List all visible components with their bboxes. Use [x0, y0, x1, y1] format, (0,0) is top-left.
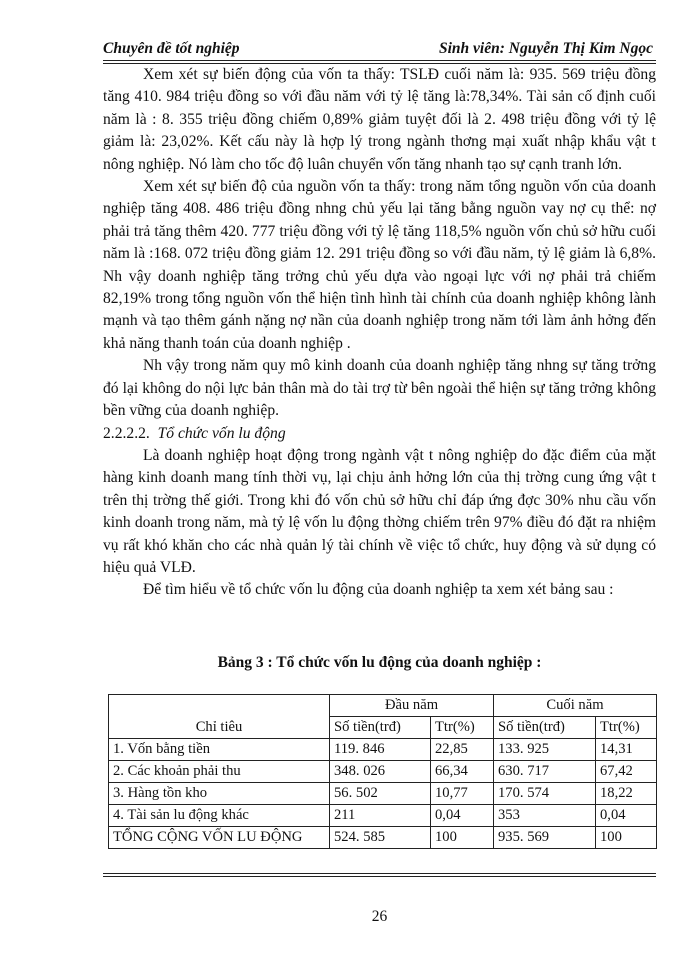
- table-total-row: [109, 827, 657, 849]
- table-header-row-1: [109, 695, 657, 717]
- row-name: 2. Các khoản phải thu: [109, 761, 330, 783]
- col-header-item: Chỉ tiêu: [109, 695, 330, 739]
- row-end-ratio: 14,31: [596, 739, 657, 761]
- col-header-start-ratio: Ttr(%): [431, 717, 494, 739]
- section-number: 2.2.2.2.: [103, 424, 150, 442]
- header-student-name: Sinh viên: Nguyễn Thị Kim Ngọc: [438, 40, 653, 57]
- table-row: [109, 739, 657, 761]
- row-name: 4. Tài sản lu động khác: [109, 805, 330, 827]
- table-row: [109, 783, 657, 805]
- row-start-amount: 348. 026: [330, 761, 431, 783]
- total-row-name: TỔNG CỘNG VỐN LU ĐỘNG: [109, 827, 330, 849]
- row-name: 3. Hàng tồn kho: [109, 783, 330, 805]
- row-start-ratio: 66,34: [431, 761, 494, 783]
- paragraph-asset-change: Xem xét sự biến động của vốn ta thấy: TSLĐ cuối năm là: 935. 569 triệu đồng tăng 410. 984 triệu đồng so với đầu năm với tỷ lệ tăng là:78,34%. Tài sản cố định cuối năm là : 8. 355 triệu đồng chiếm 0,89% giảm tuyệt đối là 2. 498 triệu đồng với tỷ lệ giảm là: 23,02%. Kết cấu này là hợp lý trong ngành thơng mại xuất nhập khẩu vật t nông nghiệp. Nó làm cho tốc độ luân chuyển vốn tăng nhanh tạo sự cạnh tranh lớn.: [103, 66, 656, 173]
- section-title: Tổ chức vốn lu động: [157, 424, 286, 442]
- body-text: [103, 64, 656, 602]
- section-heading: [103, 423, 656, 445]
- table-row: [109, 805, 657, 827]
- footer-rule-top: [103, 873, 656, 874]
- paragraph-table-intro: Để tìm hiểu về tổ chức vốn lu động của doanh nghiệp ta xem xét bảng sau :: [143, 581, 614, 599]
- col-header-start-amount: Số tiền(trđ): [330, 717, 431, 739]
- col-header-end-amount: Số tiền(trđ): [494, 717, 596, 739]
- row-start-amount: 56. 502: [330, 783, 431, 805]
- col-group-end-of-year: Cuối năm: [494, 695, 657, 717]
- paragraph-working-capital: Là doanh nghiệp hoạt động trong ngành vật t nông nghiệp do đặc điểm của mặt hàng kinh doanh mang tính thời vụ, lại chịu ảnh hởng lớn của thị trờng cung ứng vật t trên thị trờng thế giới. Trong khi đó vốn chủ sở hữu chỉ đáp ứng đợc 30% nhu cầu vốn kinh doanh trong năm, mà tỷ lệ vốn lu động thờng chiếm trên 97% điều đó đặt ra nhiệm vụ rất khó khăn cho các nhà quản lý tài chính về việc tổ chức, huy động và sử dụng có hiệu quả VLĐ.: [103, 446, 656, 576]
- row-end-amount: 170. 574: [494, 783, 596, 805]
- total-end-ratio: 100: [596, 827, 657, 849]
- row-end-ratio: 67,42: [596, 761, 657, 783]
- row-start-amount: 211: [330, 805, 431, 827]
- row-start-amount: 119. 846: [330, 739, 431, 761]
- total-start-amount: 524. 585: [330, 827, 431, 849]
- row-name: 1. Vốn bằng tiền: [109, 739, 330, 761]
- working-capital-table: [108, 694, 657, 849]
- row-end-amount: 353: [494, 805, 596, 827]
- paragraph-growth-conclusion: Nh vậy trong năm quy mô kinh doanh của doanh nghiệp tăng nhng sự tăng trởng đó lại không do nội lực bản thân mà do tài trợ từ bên ngoài thể hiện sự tăng trởng không bền vững của doanh nghiệp.: [103, 357, 656, 420]
- total-start-ratio: 100: [431, 827, 494, 849]
- page-header: [103, 38, 653, 60]
- table-row: [109, 761, 657, 783]
- row-end-amount: 630. 717: [494, 761, 596, 783]
- page-number: 26: [371, 908, 388, 925]
- row-start-ratio: 0,04: [431, 805, 494, 827]
- row-start-ratio: 10,77: [431, 783, 494, 805]
- row-start-ratio: 22,85: [431, 739, 494, 761]
- row-end-ratio: 0,04: [596, 805, 657, 827]
- table-caption: Bảng 3 : Tổ chức vốn lu động của doanh nghiệp :: [217, 654, 542, 671]
- row-end-ratio: 18,22: [596, 783, 657, 805]
- col-group-start-of-year: Đầu năm: [330, 695, 494, 717]
- footer-rule-bottom: [103, 876, 656, 877]
- total-end-amount: 935. 569: [494, 827, 596, 849]
- header-course-title: Chuyên đề tốt nghiệp: [103, 40, 240, 57]
- row-end-amount: 133. 925: [494, 739, 596, 761]
- col-header-end-ratio: Ttr(%): [596, 717, 657, 739]
- paragraph-capital-source-change: Xem xét sự biến độ của nguồn vốn ta thấy: trong năm tổng nguồn vốn của doanh nghiệp tăng 408. 486 triệu đồng nhng chủ yếu lại tăng bằng nguồn vay nợ cụ thể: nợ phải trả tăng thêm 420. 777 triệu đồng với tỷ lệ tăng 118,5% nguồn vốn chủ sở hữu cuối năm là :168. 072 triệu đồng giảm 12. 291 triệu đồng so với đầu năm, tỷ lệ giảm là 6,8%. Nh vậy doanh nghiệp tăng trởng chủ yếu dựa vào ngoại lực với nợ phải trả chiếm 82,19% trong tổng nguồn vốn thể hiện tình hình tài chính của doanh nghiệp không lành mạnh và tạo thêm gánh nặng nợ nần của doanh nghiệp trong năm tới làm ảnh hởng đến khả năng thanh toán của doanh nghiệp .: [103, 178, 656, 352]
- header-rule-top: [103, 60, 656, 61]
